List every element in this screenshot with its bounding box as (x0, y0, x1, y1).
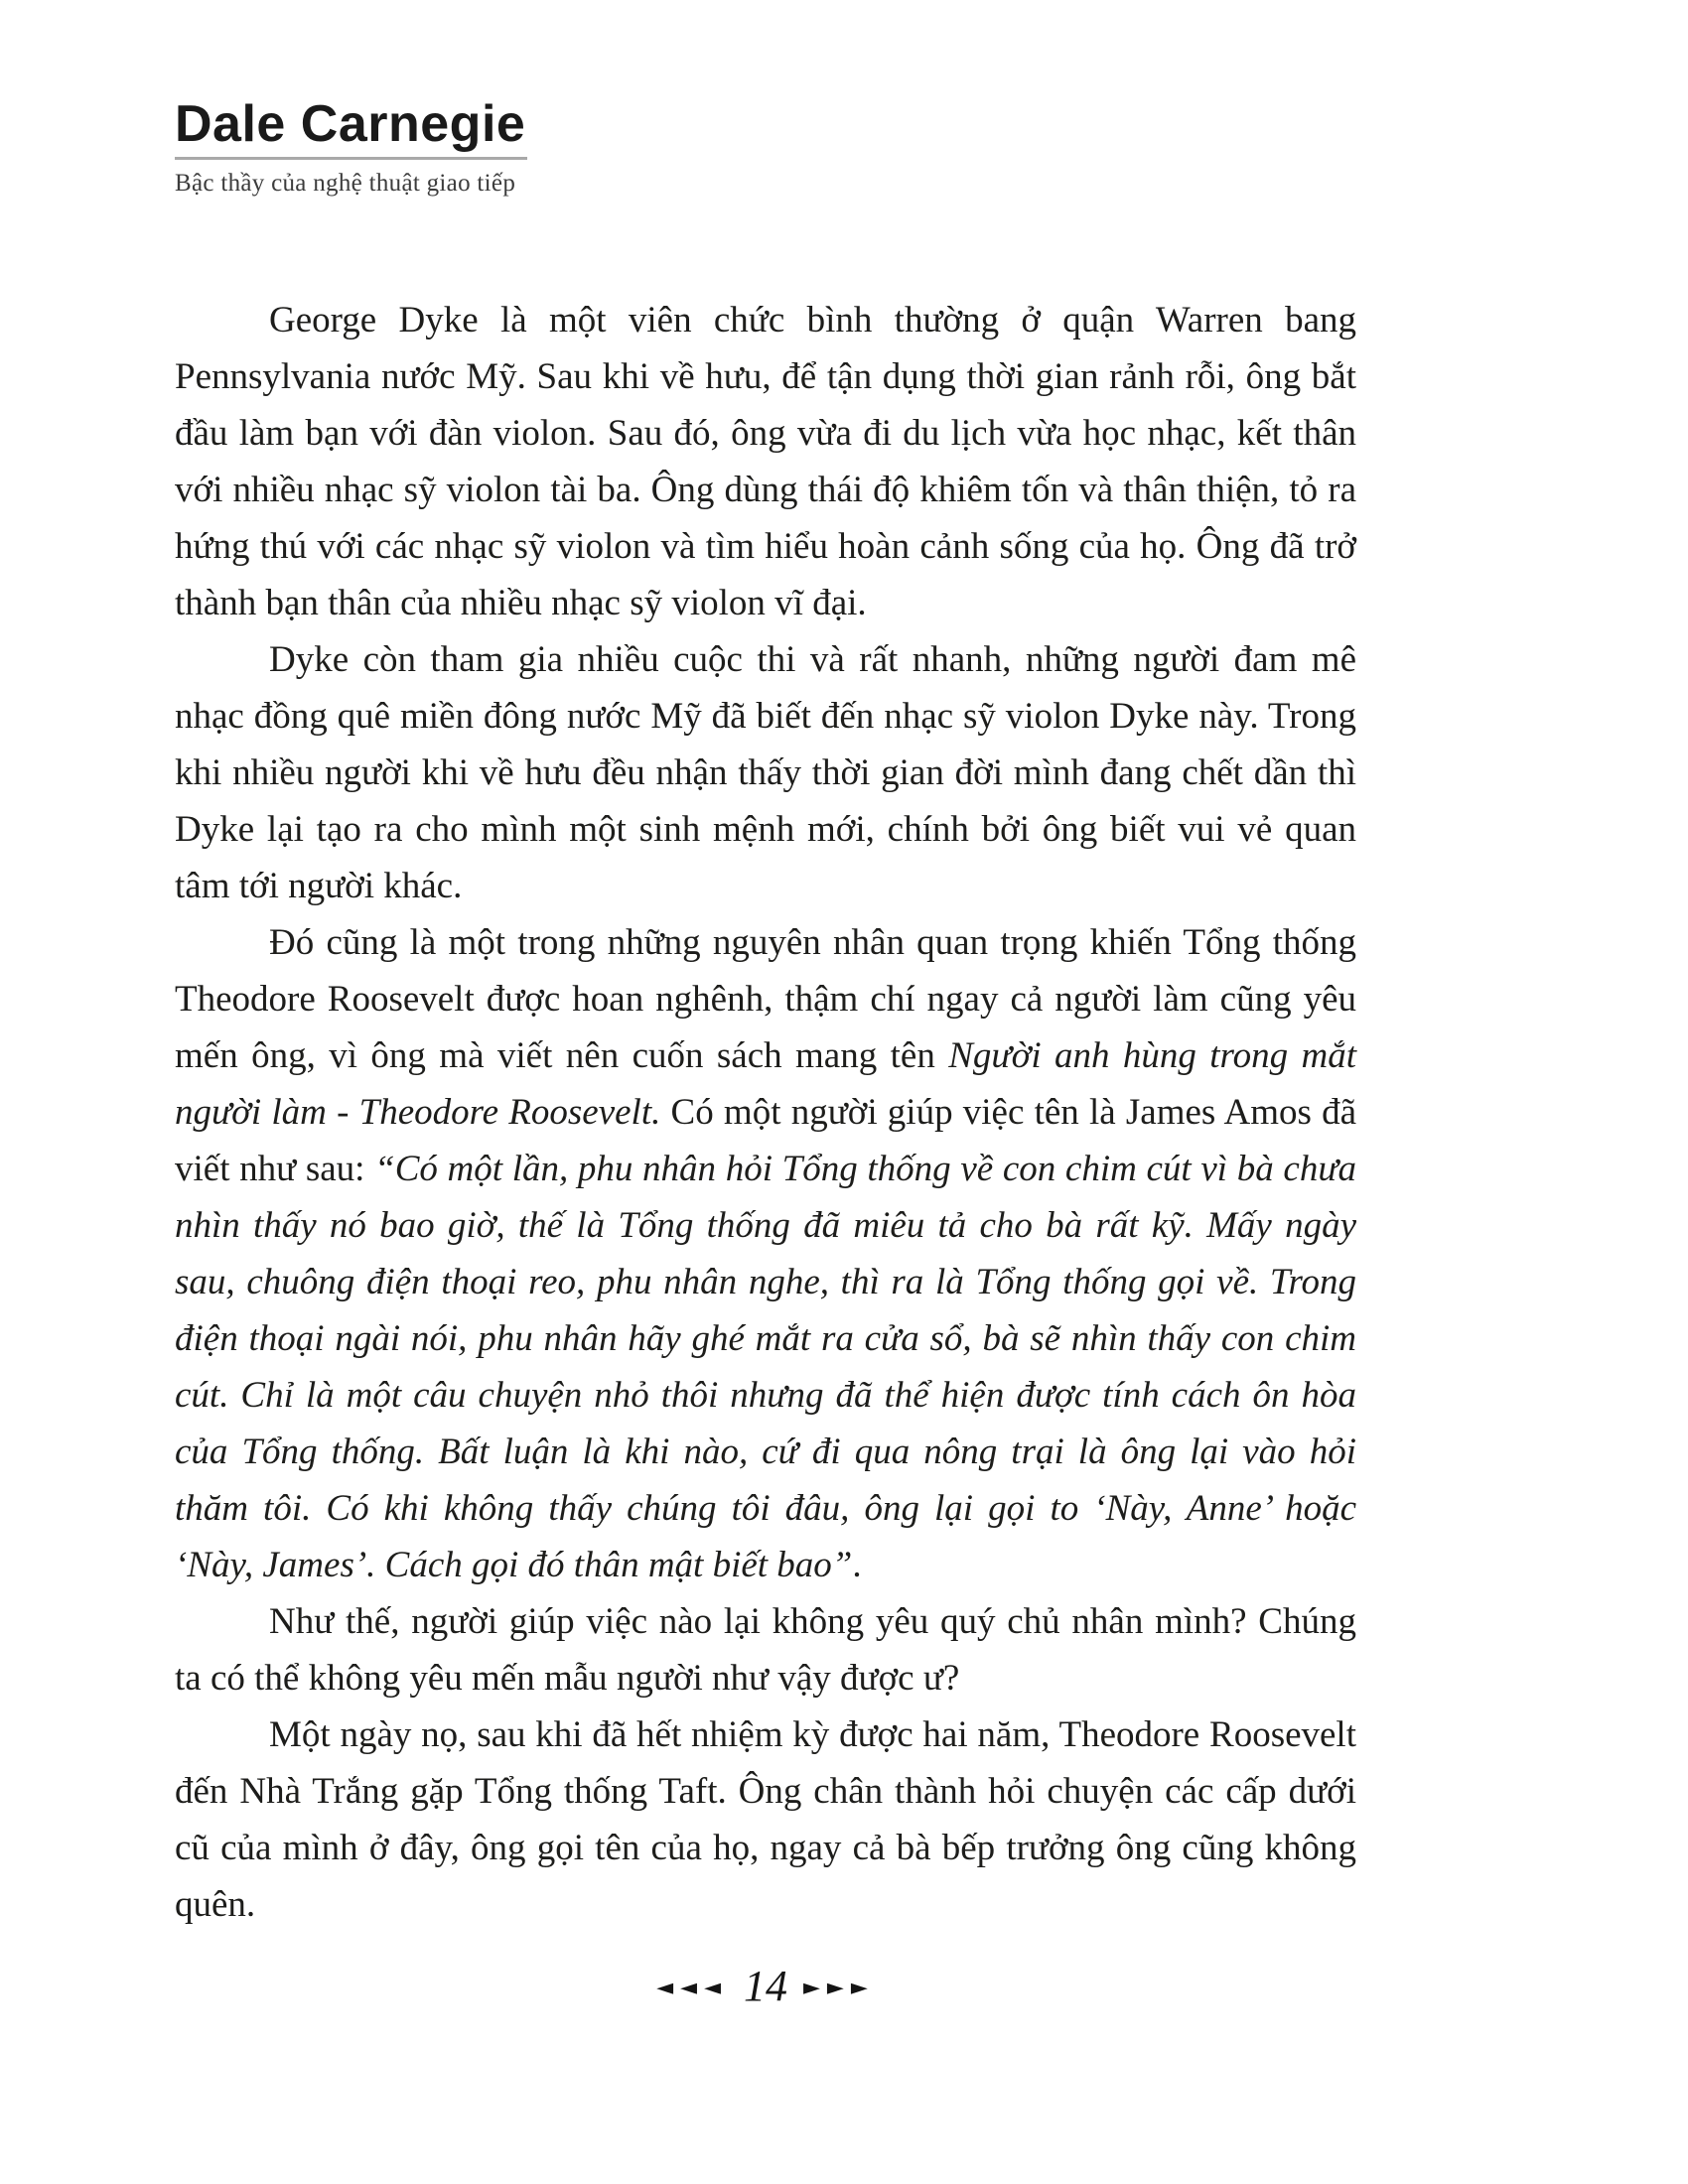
text-run: Một ngày nọ, sau khi đã hết nhiệm kỳ được hai năm, Theodore Roosevelt đến Nhà Trắng gặp Tổng thống Taft. Ông chân thành hỏi chuyện các cấp dưới cũ của mình ở đây, ông gọi tên của họ, ngay cả bà bếp trưởng ông cũng không quên. (175, 1714, 1356, 1925)
paragraph (175, 1706, 1356, 1933)
page-number: 14 (744, 1962, 787, 2010)
paragraph (175, 1593, 1356, 1706)
paragraph (175, 914, 1356, 1593)
paragraph (175, 292, 1356, 631)
paragraph (175, 631, 1356, 914)
author-tagline: Bậc thầy của nghệ thuật giao tiếp (175, 169, 516, 197)
text-run: Có một người giúp việc tên là James Amos đã viết như sau: (175, 1092, 1356, 1189)
next-page-arrows-icon: ►►► (803, 1976, 875, 2000)
text-run: Như thế, người giúp việc nào lại không yêu quý chủ nhân mình? Chúng ta có thể không yêu mến mẫu người như vậy được ư? (175, 1601, 1356, 1699)
prev-page-arrows-icon: ◄◄◄ (656, 1976, 728, 2000)
body-text (175, 292, 1356, 1933)
author-name: Dale Carnegie (175, 95, 526, 153)
italic-text-run: Người anh hùng trong mắt người làm - Theodore Roosevelt. (175, 1035, 1356, 1133)
page-header (175, 97, 527, 198)
text-run: . (852, 1545, 862, 1585)
text-run: Đó cũng là một trong những nguyên nhân quan trọng khiến Tổng thống Theodore Roosevelt được hoan nghênh, thậm chí ngay cả người làm cũng yêu mến ông, vì ông mà viết nên cuốn sách mang tên (175, 922, 1356, 1076)
italic-text-run: “Có một lần, phu nhân hỏi Tổng thống về con chim cút vì bà chưa nhìn thấy nó bao giờ, thế là Tổng thống đã miêu tả cho bà rất kỹ. Mấy ngày sau, chuông điện thoại reo, phu nhân nghe, thì ra là Tổng thống gọi về. Trong điện thoại ngài nói, phu nhân hãy ghé mắt ra cửa sổ, bà sẽ nhìn thấy con chim cút. Chỉ là một câu chuyện nhỏ thôi nhưng đã thể hiện được tính cách ôn hòa của Tổng thống. Bất luận là khi nào, cứ đi qua nông trại là ông lại vào hỏi thăm tôi. Có khi không thấy chúng tôi đâu, ông lại gọi to ‘Này, Anne’ hoặc ‘Này, James’. Cách gọi đó thân mật biết bao” (175, 1149, 1356, 1585)
page-footer (175, 1961, 1356, 2011)
text-run: George Dyke là một viên chức bình thường ở quận Warren bang Pennsylvania nước Mỹ. Sau khi về hưu, để tận dụng thời gian rảnh rỗi, ông bắt đầu làm bạn với đàn violon. Sau đó, ông vừa đi du lịch vừa học nhạc, kết thân với nhiều nhạc sỹ violon tài ba. Ông dùng thái độ khiêm tốn và thân thiện, tỏ ra hứng thú với các nhạc sỹ violon và tìm hiểu hoàn cảnh sống của họ. Ông đã trở thành bạn thân của nhiều nhạc sỹ violon vĩ đại. (175, 300, 1356, 623)
text-run: Dyke còn tham gia nhiều cuộc thi và rất nhanh, những người đam mê nhạc đồng quê miền đông nước Mỹ đã biết đến nhạc sỹ violon Dyke này. Trong khi nhiều người khi về hưu đều nhận thấy thời gian đời mình đang chết dần thì Dyke lại tạo ra cho mình một sinh mệnh mới, chính bởi ông biết vui vẻ quan tâm tới người khác. (175, 639, 1356, 906)
header-rule (175, 157, 527, 160)
